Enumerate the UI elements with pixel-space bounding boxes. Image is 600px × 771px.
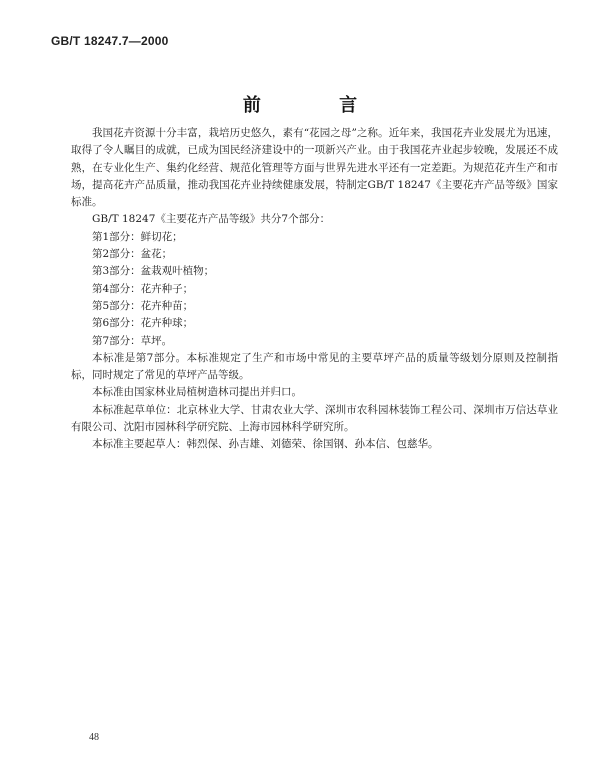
- standard-code: GB/T 18247.7—2000: [51, 34, 169, 48]
- list-item: 第5部分：花卉种苗；: [92, 299, 194, 312]
- drafters-paragraph: 本标准主要起草人：韩烈保、孙吉雄、刘德荣、徐国钢、孙本信、包慈华。: [92, 438, 439, 451]
- list-item: 第1部分：鲜切花；: [92, 230, 183, 243]
- drafting-units-paragraph: 本标准起草单位：北京林业大学、甘肃农业大学、深圳市农科园林装饰工程公司、深圳市万信达草业有限公司、沈阳市园林科学研究院、上海市园林科学研究所。: [71, 403, 558, 434]
- list-item: 第6部分：花卉种球；: [92, 317, 194, 330]
- parts-intro-paragraph: GB/T 18247《主要花卉产品等级》共分7个部分：: [92, 213, 331, 226]
- proposer-paragraph: 本标准由国家林业局植树造林司提出并归口。: [92, 386, 302, 399]
- parts-list: [71, 229, 558, 350]
- page-number: 48: [89, 732, 99, 743]
- list-item: 第4部分：花卉种子；: [92, 282, 194, 295]
- scope-paragraph: 本标准是第7部分。本标准规定了生产和市场中常见的主要草坪产品的质量等级划分原则及控制指标，同时规定了常见的草坪产品等级。: [71, 351, 558, 382]
- intro-paragraph: 我国花卉资源十分丰富，栽培历史悠久，素有“花园之母”之称。近年来，我国花卉业发展尤为迅速，取得了令人瞩目的成就，已成为国民经济建设中的一项新兴产业。由于我国花卉业起步较晚，发展还不成熟，在专业化生产、集约化经营、规范化管理等方面与世界先进水平还有一定差距。为规范花卉生产和市场，提高花卉产品质量，推动我国花卉业持续健康发展，特制定GB/T 18247《主要花卉产品等级》国家标准。: [71, 127, 558, 209]
- page-title: 前 言: [242, 95, 394, 116]
- foreword-body: [71, 125, 558, 454]
- list-item: 第3部分：盆栽观叶植物；: [92, 265, 215, 278]
- list-item: 第2部分：盆花；: [92, 248, 173, 261]
- list-item: 第7部分：草坪。: [92, 334, 173, 347]
